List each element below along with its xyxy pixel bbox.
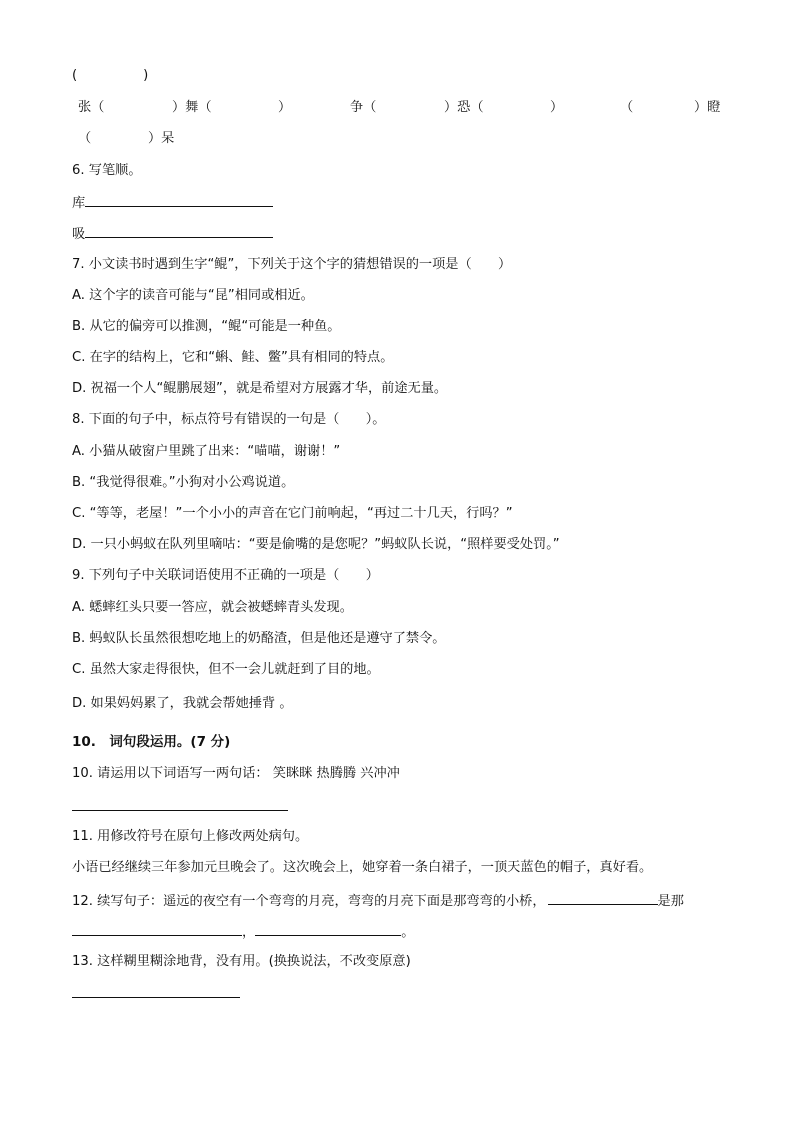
q9-stem: 9. 下列句子中关联词语使用不正确的一项是（ ） [72, 568, 379, 583]
fill-seg-7: （ [620, 100, 634, 115]
q12-stem: 12. 续写句子：遥远的夜空有一个弯弯的月亮，弯弯的月亮下面是那弯弯的小桥， [72, 894, 546, 909]
q9-option-c: C. 虽然大家走得很快，但不一会儿就赶到了目的地。 [72, 662, 380, 677]
fill-seg-5: ）恐（ [444, 100, 484, 115]
q6-blank2[interactable] [85, 223, 273, 238]
q6-char2-line [72, 223, 273, 244]
q9-option-b: B. 蚂蚁队长虽然很想吃地上的奶酪渣，但是他还是遵守了禁令。 [72, 631, 446, 646]
fill-seg-3: ） [278, 100, 292, 115]
q8-option-b: B. “我觉得很难。”小狗对小公鸡说道。 [72, 475, 295, 490]
q6-char1-line [72, 192, 273, 213]
q9-option-a: A. 蟋蟀红头只要一答应，就会被蟋蟀青头发现。 [72, 600, 353, 615]
q6-char1: 库 [72, 196, 86, 211]
fill-seg-8: ）瞪 [694, 100, 721, 115]
q6-char2: 吸 [72, 227, 86, 242]
q10-stem: 10. 请运用以下词语写一两句话： 笑眯眯 热腾腾 兴冲冲 [72, 766, 400, 781]
q7-option-b: B. 从它的偏旁可以推测，“鲲“可能是一种鱼。 [72, 319, 341, 334]
q7-option-a: A. 这个字的读音可能与“昆”相同或相近。 [72, 288, 314, 303]
q9-option-d: D. 如果妈妈累了，我就会帮她捶背 。 [72, 696, 293, 711]
q12-tail: 是那 [657, 894, 684, 909]
q12-comma: ， [242, 925, 256, 940]
fill-seg-4: 争（ [350, 100, 377, 115]
q12-blank2[interactable] [72, 921, 242, 936]
section-heading: 10. 词句段运用。(7 分) [72, 734, 231, 750]
fill-seg-2: ）舞（ [172, 100, 212, 115]
q8-stem: 8. 下面的句子中，标点符号有错误的一句是（ ）。 [72, 412, 386, 427]
fill2-seg-2: ）呆 [148, 131, 175, 146]
q12-line1 [72, 890, 684, 911]
fill-seg-6: ） [550, 100, 564, 115]
q13-stem: 13. 这样糊里糊涂地背，没有用。(换换说法，不改变原意) [72, 954, 411, 969]
q6-blank1[interactable] [85, 192, 273, 207]
top-paren-text: ( ) [72, 68, 149, 83]
q8-option-a: A. 小猫从破窗户里跳了出来：“喵喵，谢谢！” [72, 444, 341, 459]
q6-title: 6. 写笔顺。 [72, 163, 142, 178]
q13-answer-line[interactable] [72, 997, 240, 998]
q11-stem: 11. 用修改符号在原句上修改两处病句。 [72, 829, 309, 844]
q7-option-c: C. 在字的结构上，它和“蝌、鲑、鳖”具有相同的特点。 [72, 350, 394, 365]
q10-answer-line[interactable] [72, 810, 288, 811]
q12-blank1[interactable] [548, 890, 658, 905]
q8-option-d: D. 一只小蚂蚁在队列里嘀咕：“要是偷嘴的是您呢？”蚂蚁队长说，“照样要受处罚。” [72, 537, 560, 552]
fill2-seg-1: （ [78, 131, 92, 146]
q8-option-c: C. “等等，老屋！”一个小小的声音在它门前响起，“再过二十几天，行吗？” [72, 506, 513, 521]
q7-option-d: D. 祝福一个人“鲲鹏展翅”，就是希望对方展露才华，前途无量。 [72, 381, 448, 396]
top-paren-line [72, 67, 148, 85]
q7-stem: 7. 小文读书时遇到生字“鲲”，下列关于这个字的猜想错误的一项是（ ） [72, 257, 512, 272]
fill-seg-1: 张（ [78, 100, 105, 115]
q12-line2 [72, 921, 414, 942]
q12-blank3[interactable] [255, 921, 401, 936]
q12-end: 。 [401, 925, 415, 940]
q11-text: 小语已经继续三年参加元旦晚会了。这次晚会上，她穿着一条白裙子，一顶天蓝色的帽子，真好看。 [72, 860, 653, 875]
